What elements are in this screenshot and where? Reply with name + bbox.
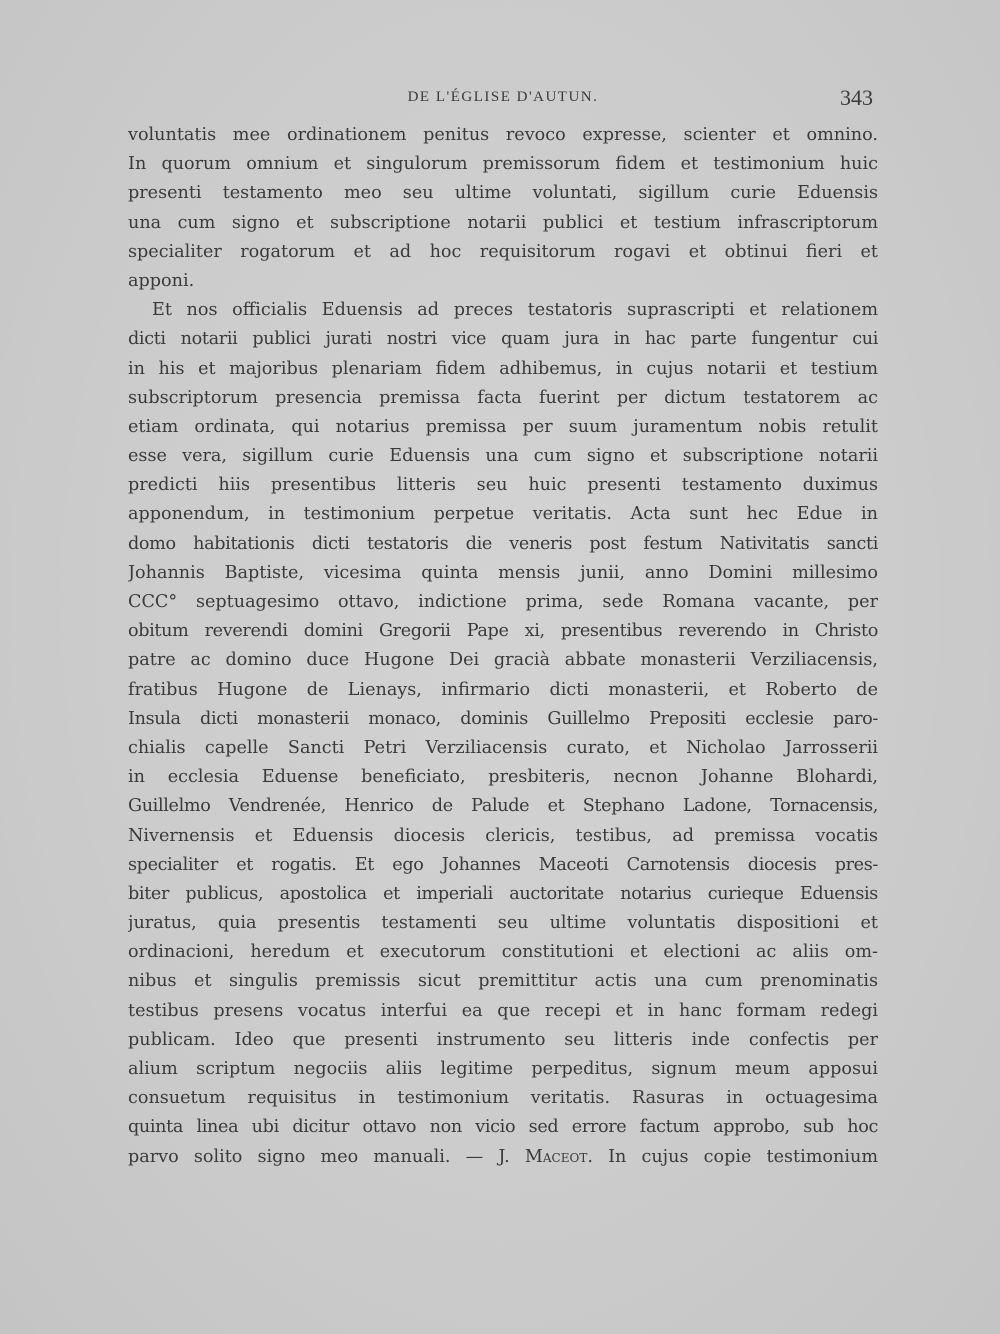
text-line: alium scriptum negociis aliis legitime perpeditus, signum meum apposui [128,1059,878,1079]
text-line: Johannis Baptiste, vicesima quinta mensis junii, anno Domini millesimo [128,562,878,583]
text-line: obitum reverendi domini Gregorii Pape xi, presentibus reverendo in Christo [128,621,878,642]
text-line: chialis capelle Sancti Petri Verziliacensis curato, et Nicholao Jarrosserii [128,737,878,758]
running-title: DE L'ÉGLISE D'AUTUN. [407,89,599,105]
text-line: esse vera, sigillum curie Eduensis una cum signo et subscriptione notarii [128,446,878,467]
text-line: predicti hiis presentibus litteris seu huic presenti testamento duximus [128,475,878,496]
text-line: Guillelmo Vendrenée, Henrico de Palude et Stephano Ladone, Tornacensis, [128,796,878,817]
text-line: apponi. [128,270,195,291]
text-line: nibus et singulis premissis sicut premittitur actis una cum prenominatis [128,971,878,992]
text-line-final [128,1143,878,1172]
text-line: in ecclesia Eduense beneficiato, presbiteris, necnon Johanne Blohardi, [128,767,878,788]
text-line: in his et majoribus plenariam fidem adhibemus, in cujus notarii et testium [128,358,878,379]
text-line: subscriptorum presencia premissa facta fuerint per dictum testatorem ac [128,387,878,408]
text-line: CCC° septuagesimo ottavo, indictione prima, sede Romana vacante, per [128,592,878,612]
text-line: patre ac domino duce Hugone Dei gracià abbate monasterii Verziliacensis, [128,650,878,671]
text-line: juratus, quia presentis testamenti seu ultime voluntatis dispositioni et [128,913,878,934]
text-line: quinta linea ubi dicitur ottavo non vicio sed errore factum approbo, sub hoc [128,1117,878,1138]
running-head [128,85,878,113]
text-line: Nivernensis et Eduensis diocesis clericis, testibus, ad premissa vocatis [128,825,878,846]
text-line: apponendum, in testimonium perpetue veritatis. Acta sunt hec Edue in [128,504,878,525]
text-line: Insula dicti monasterii monaco, dominis Guillelmo Prepositi ecclesie paro- [128,708,878,729]
body-text [128,121,878,1172]
text-line: dicti notarii publici jurati nostri vice quam jura in hac parte fungentur cui [128,329,878,350]
text-line: biter publicus, apostolica et imperiali auctoritate notarius curieque Eduensis [128,883,878,904]
final-line-text: parvo solito signo meo manuali. — J. [128,1146,525,1167]
page-number: 343 [840,85,873,110]
text-line: voluntatis mee ordinationem penitus revoco expresse, scienter et omnino. [128,125,878,145]
paragraph-start-line: Et nos officialis Eduensis ad preces testatoris suprascripti et relationem [152,300,878,321]
text-line: ordinacioni, heredum et executorum constitutioni et electioni ac aliis om- [128,942,878,963]
text-line: specialiter rogatorum et ad hoc requisitorum rogavi et obtinui fieri et [128,241,878,262]
text-line: domo habitationis dicti testatoris die veneris post festum Nativitatis sancti [128,533,878,554]
text-line: etiam ordinata, qui notarius premissa per suum juramentum nobis retulit [128,416,878,437]
text-line: una cum signo et subscriptione notarii publici et testium infrascriptorum [128,212,878,233]
text-line: In quorum omnium et singulorum premissorum fidem et testimonium huic [128,154,878,175]
text-line: publicam. Ideo que presenti instrumento seu litteris inde confectis per [128,1029,878,1050]
final-line-continuation: . In cujus copie testimonium [587,1146,878,1167]
text-line: testibus presens vocatus interfui ea que recepi et in hanc formam redegi [128,1000,878,1021]
text-line: presenti testamento meo seu ultime voluntati, sigillum curie Eduensis [128,183,878,204]
signature-name: Maceot [524,1146,588,1167]
text-line: fratibus Hugone de Lienays, infirmario dicti monasterii, et Roberto de [128,679,878,700]
text-line: specialiter et rogatis. Et ego Johannes Maceoti Carnotensis diocesis pres- [128,854,878,875]
text-line: consuetum requisitus in testimonium veritatis. Rasuras in octuagesima [128,1088,878,1109]
